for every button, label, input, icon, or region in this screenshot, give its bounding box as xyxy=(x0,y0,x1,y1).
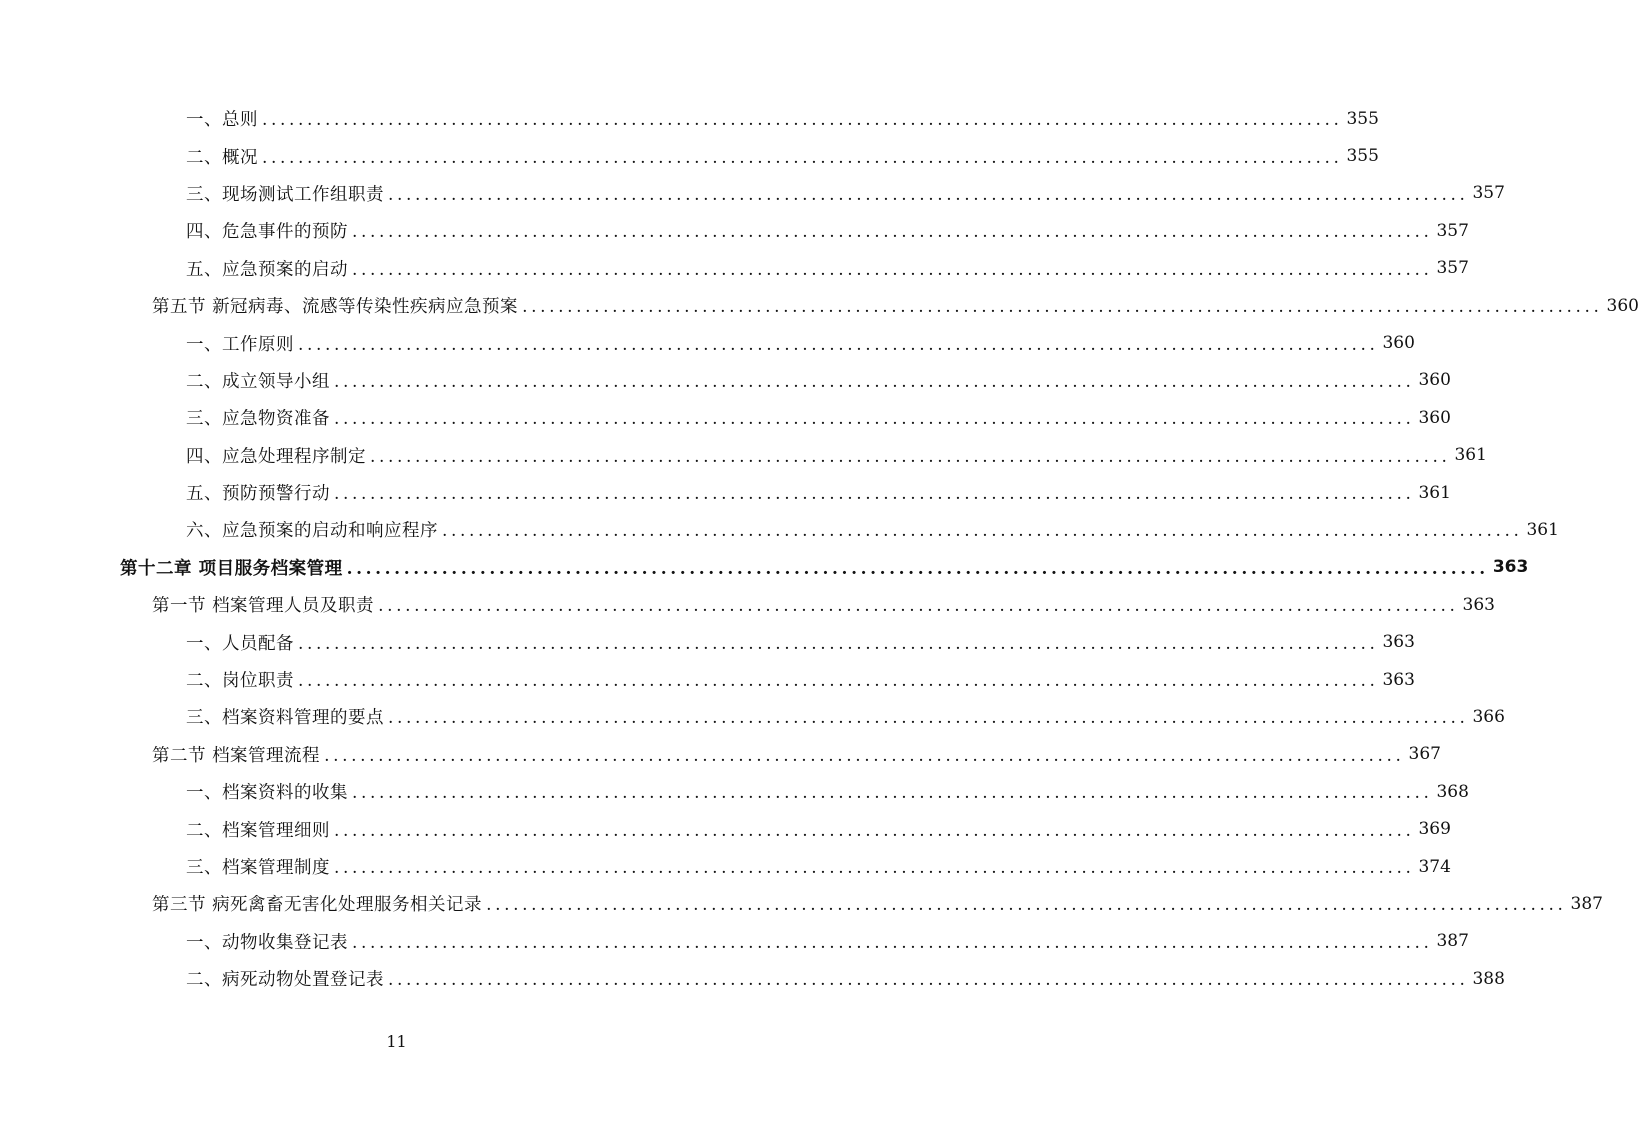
toc-entry-item[interactable] xyxy=(0,100,1379,137)
toc-entry-item[interactable] xyxy=(0,661,1415,698)
toc-dot-leader: ........................................................................................................................ xyxy=(352,783,1433,804)
toc-entry-title: 五、应急预案的启动 xyxy=(186,259,348,280)
table-of-contents xyxy=(0,100,1639,997)
toc-entry-page: 355 xyxy=(1346,146,1379,167)
toc-entry-title: 二、病死动物处置登记表 xyxy=(186,970,384,991)
toc-entry-page: 360 xyxy=(1606,295,1639,316)
toc-entry-page: 357 xyxy=(1472,183,1505,204)
toc-entry-item[interactable] xyxy=(0,511,1559,548)
toc-entry-title: 一、档案资料的收集 xyxy=(186,783,348,804)
toc-entry-page: 355 xyxy=(1346,108,1379,129)
toc-entry-title: 三、档案资料管理的要点 xyxy=(186,708,384,729)
toc-entry-title: 五、预防预警行动 xyxy=(186,484,330,505)
toc-entry-page: 363 xyxy=(1462,594,1495,615)
toc-entry-chapter[interactable] xyxy=(0,549,1529,586)
toc-entry-title: 一、总则 xyxy=(186,110,258,131)
toc-entry-item[interactable] xyxy=(0,474,1451,511)
toc-dot-leader: ........................................................................................................................ xyxy=(324,745,1405,766)
toc-dot-leader: ........................................................................................................................ xyxy=(334,820,1415,841)
toc-dot-leader: ........................................................................................................................ xyxy=(334,409,1415,430)
toc-entry-section[interactable] xyxy=(0,736,1441,773)
toc-entry-title: 一、人员配备 xyxy=(186,633,294,654)
toc-entry-title: 二、岗位职责 xyxy=(186,671,294,692)
toc-dot-leader: ........................................................................................................................ xyxy=(334,371,1415,392)
toc-dot-leader: ........................................................................................................................ xyxy=(262,110,1343,131)
toc-dot-leader: ........................................................................................................................ xyxy=(352,259,1433,280)
toc-entry-title: 第五节 新冠病毒、流感等传染性疾病应急预案 xyxy=(152,297,519,318)
toc-entry-page: 387 xyxy=(1570,893,1603,914)
toc-entry-page: 360 xyxy=(1418,407,1451,428)
toc-entry-page: 363 xyxy=(1492,557,1529,578)
toc-dot-leader: ........................................................................................................................ xyxy=(378,596,1459,617)
toc-dot-leader: ........................................................................................................................ xyxy=(262,147,1343,168)
toc-entry-page: 360 xyxy=(1418,370,1451,391)
toc-entry-title: 第十二章 项目服务档案管理 xyxy=(120,558,343,579)
toc-dot-leader: ........................................................................................................................ xyxy=(388,708,1469,729)
page-number: 11 xyxy=(386,1032,407,1051)
toc-entry-section[interactable] xyxy=(0,287,1639,324)
toc-entry-item[interactable] xyxy=(0,324,1415,361)
toc-entry-section[interactable] xyxy=(0,586,1495,623)
toc-entry-item[interactable] xyxy=(0,960,1505,997)
toc-dot-leader: ........................................................................................................................ xyxy=(346,558,1489,579)
toc-entry-page: 363 xyxy=(1382,669,1415,690)
toc-entry-page: 374 xyxy=(1418,856,1451,877)
toc-entry-item[interactable] xyxy=(0,137,1379,174)
toc-entry-item[interactable] xyxy=(0,362,1451,399)
toc-entry-title: 一、动物收集登记表 xyxy=(186,932,348,953)
toc-dot-leader: ........................................................................................................................ xyxy=(370,446,1451,467)
toc-entry-item[interactable] xyxy=(0,250,1469,287)
toc-dot-leader: ........................................................................................................................ xyxy=(522,297,1603,318)
toc-entry-item[interactable] xyxy=(0,437,1487,474)
toc-dot-leader: ........................................................................................................................ xyxy=(334,484,1415,505)
toc-entry-item[interactable] xyxy=(0,175,1505,212)
toc-entry-title: 第一节 档案管理人员及职责 xyxy=(152,596,375,617)
toc-entry-title: 第二节 档案管理流程 xyxy=(152,745,321,766)
toc-entry-item[interactable] xyxy=(0,623,1415,660)
toc-entry-title: 六、应急预案的启动和响应程序 xyxy=(186,521,438,542)
toc-entry-item[interactable] xyxy=(0,810,1451,847)
toc-entry-page: 368 xyxy=(1436,781,1469,802)
toc-entry-title: 三、档案管理制度 xyxy=(186,858,330,878)
toc-entry-section[interactable] xyxy=(0,885,1603,922)
toc-entry-page: 357 xyxy=(1436,258,1469,279)
toc-dot-leader: ........................................................................................................................ xyxy=(298,633,1379,654)
toc-dot-leader: ........................................................................................................................ xyxy=(298,671,1379,692)
toc-entry-title: 二、成立领导小组 xyxy=(186,371,330,392)
toc-dot-leader: ........................................................................................................................ xyxy=(442,521,1523,542)
toc-entry-item[interactable] xyxy=(0,773,1469,810)
toc-entry-item[interactable] xyxy=(0,923,1469,960)
toc-entry-title: 三、现场测试工作组职责 xyxy=(186,184,384,205)
toc-entry-page: 366 xyxy=(1472,706,1505,727)
toc-dot-leader: ........................................................................................................................ xyxy=(334,858,1415,878)
toc-entry-title: 二、概况 xyxy=(186,147,258,168)
toc-dot-leader: ........................................................................................................................ xyxy=(388,970,1469,991)
toc-entry-page: 367 xyxy=(1408,744,1441,765)
toc-entry-page: 360 xyxy=(1382,333,1415,354)
toc-entry-page: 357 xyxy=(1436,220,1469,241)
toc-dot-leader: ........................................................................................................................ xyxy=(388,184,1469,205)
toc-entry-page: 363 xyxy=(1382,632,1415,653)
toc-entry-title: 二、档案管理细则 xyxy=(186,820,330,841)
toc-entry-page: 361 xyxy=(1454,445,1487,466)
toc-entry-page: 361 xyxy=(1526,519,1559,540)
toc-entry-title: 一、工作原则 xyxy=(186,334,294,355)
toc-dot-leader: ........................................................................................................................ xyxy=(486,895,1567,916)
toc-entry-item[interactable] xyxy=(0,698,1505,735)
toc-entry-item[interactable] xyxy=(0,399,1451,436)
toc-dot-leader: ........................................................................................................................ xyxy=(298,334,1379,355)
toc-entry-page: 361 xyxy=(1418,482,1451,503)
toc-entry-title: 四、应急处理程序制定 xyxy=(186,446,366,467)
toc-entry-item[interactable] xyxy=(0,848,1451,885)
toc-entry-title: 三、应急物资准备 xyxy=(186,409,330,430)
toc-entry-item[interactable] xyxy=(0,212,1469,249)
toc-dot-leader: ........................................................................................................................ xyxy=(352,222,1433,243)
toc-entry-page: 387 xyxy=(1436,931,1469,952)
toc-entry-title: 四、危急事件的预防 xyxy=(186,222,348,243)
toc-entry-page: 369 xyxy=(1418,819,1451,840)
toc-entry-page: 388 xyxy=(1472,968,1505,989)
toc-entry-title: 第三节 病死禽畜无害化处理服务相关记录 xyxy=(152,895,483,916)
toc-dot-leader: ........................................................................................................................ xyxy=(352,932,1433,953)
